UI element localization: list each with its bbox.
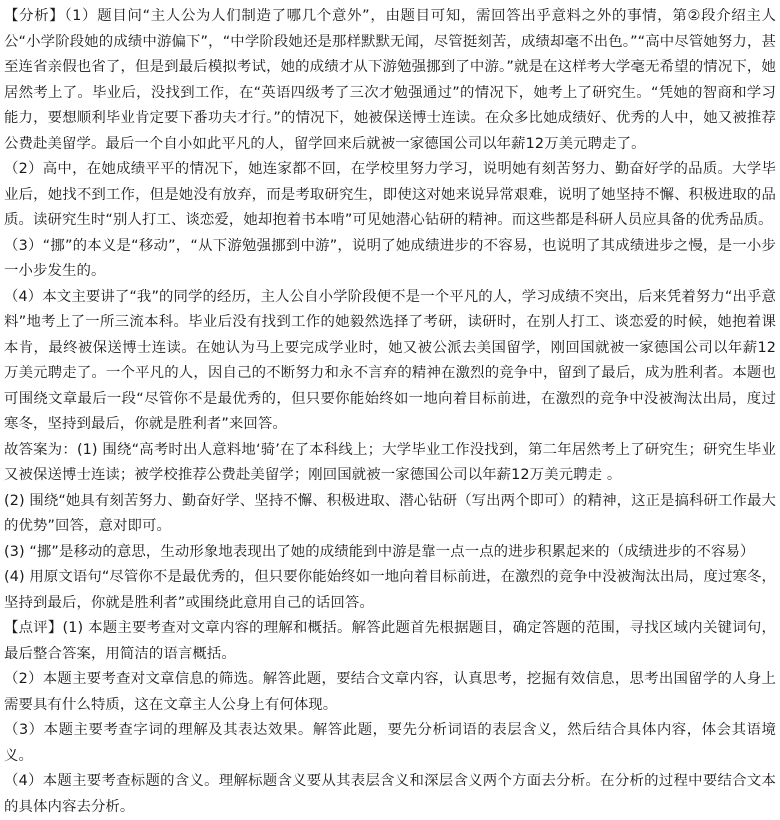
comment-paragraph-4: （4）本题主要考查标题的含义。理解标题含义要从其表层含义和深层含义两个方面去分析。在分析的过程中要结合文本的具体内容去分析。: [4, 773, 776, 815]
answer-paragraph-1: 故答案为：(1) 围绕“高考时出人意料地‘骑’在了本科线上；大学毕业工作没找到，第二年居然考上了研究生；研究生毕业又被保送博士连读；被学校推荐公费赴美留学；刚回国就被一家德国公司以年薪12万美元聘走 。: [4, 441, 776, 483]
analysis-paragraph-4: （4）本文主要讲了“我”的同学的经历，主人公自小学阶段便不是一个平凡的人，学习成绩不突出，后来凭着努力“出乎意料”地考上了一所三流本科。毕业后没有找到工作的她毅然选择了考研，读研时，在别人打工、谈恋爱的时候，她抱着课本肯，最终被保送博士连读。在她认为马上要完成学业时，她又被公派去美国留学，刚回国就被一家德国公司以年薪12万美元聘走了。一个平凡的人，因自己的不断努力和永不言弃的精神在激烈的竞争中，留到了最后，成为胜利者。本题也可围绕文章最后一段“尽管你不是最优秀的，但只要你能始终如一地向着目标前进，在激烈的竞争中没被淘汰出局，度过寒冬，坚持到最后，你就是胜利者”来回答。: [4, 288, 776, 432]
comment-paragraph-1: 【点评】(1) 本题主要考查对文章内容的理解和概括。解答此题首先根据题目，确定答题的范围，寻找区域内关键词句，最后整合答案，用简洁的语言概括。: [4, 620, 776, 662]
answer-paragraph-2: (2) 围绕“她具有刻苦努力、勤奋好学、坚持不懈、积极进取、潜心钻研（写出两个即可）的精神，这正是搞科研工作最大的优势”回答，意对即可。: [4, 492, 776, 534]
comment-paragraph-2: （2）本题主要考查对文章信息的筛选。解答此题，要结合文章内容，认真思考，挖掘有效信息，思考出国留学的人身上需要具有什么特质，这在文章主人公身上有何体现。: [4, 671, 776, 713]
analysis-paragraph-2: （2）高中，在她成绩平平的情况下，她连家都不回，在学校里努力学习，说明她有刻苦努力、勤奋好学的品质。大学毕业后，她找不到工作，但是她没有放弃，而是考取研究生，即使这对她来说异常艰难，说明了她坚持不懈、积极进取的品质。读研究生时“别人打工、谈恋爱，她却抱着书本啃”可见她潜心钻研的精神。而这些都是科研人员应具备的优秀品质。: [4, 161, 776, 228]
answer-paragraph-3: (3) “挪”是移动的意思，生动形象地表现出了她的成绩能到中游是靠一点一点的进步积累起来的（成绩进步的不容易）: [4, 543, 755, 560]
analysis-paragraph-1: 【分析】（1）题目问“主人公为人们制造了哪几个意外”，由题目可知，需回答出乎意料之外的事情，第②段介绍主人公“小学阶段她的成绩中游偏下”，“中学阶段她还是那样默默无闻，尽管挺刻苦，成绩却毫不出色。”“高中尽管她努力，甚至连省亲假也省了，但是到最后模拟考试，她的成绩才从下游勉强挪到了中游。”就是在这样考大学毫无希望的情况下，她居然考上了。毕业后，没找到工作，在“英语四级考了三次才勉强通过”的情况下，她考上了研究生。“凭她的智商和学习能力，要想顺利毕业肯定要下番功夫才行。”的情况下，她被保送博士连读。在众多比她成绩好、优秀的人中，她又被推荐公费赴美留学。最后一个自小如此平凡的人，留学回来后就被一家德国公司以年薪12万美元聘走了。: [4, 8, 776, 152]
answer-paragraph-4: (4) 用原文语句“尽管你不是最优秀的，但只要你能始终如一地向着目标前进，在激烈的竞争中没被淘汰出局，度过寒冬，坚持到最后，你就是胜利者”或围绕此意用自己的话回答。: [4, 569, 776, 611]
analysis-paragraph-3: （3）“挪”的本义是“移动”，“从下游勉强挪到中游”，说明了她成绩进步的不容易，也说明了其成绩进步之慢，是一小步一小步发生的。: [4, 237, 776, 279]
comment-paragraph-3: （3）本题主要考查字词的理解及其表达效果。解答此题，要先分析词语的表层含义，然后结合具体内容，体会其语境义。: [4, 722, 776, 764]
